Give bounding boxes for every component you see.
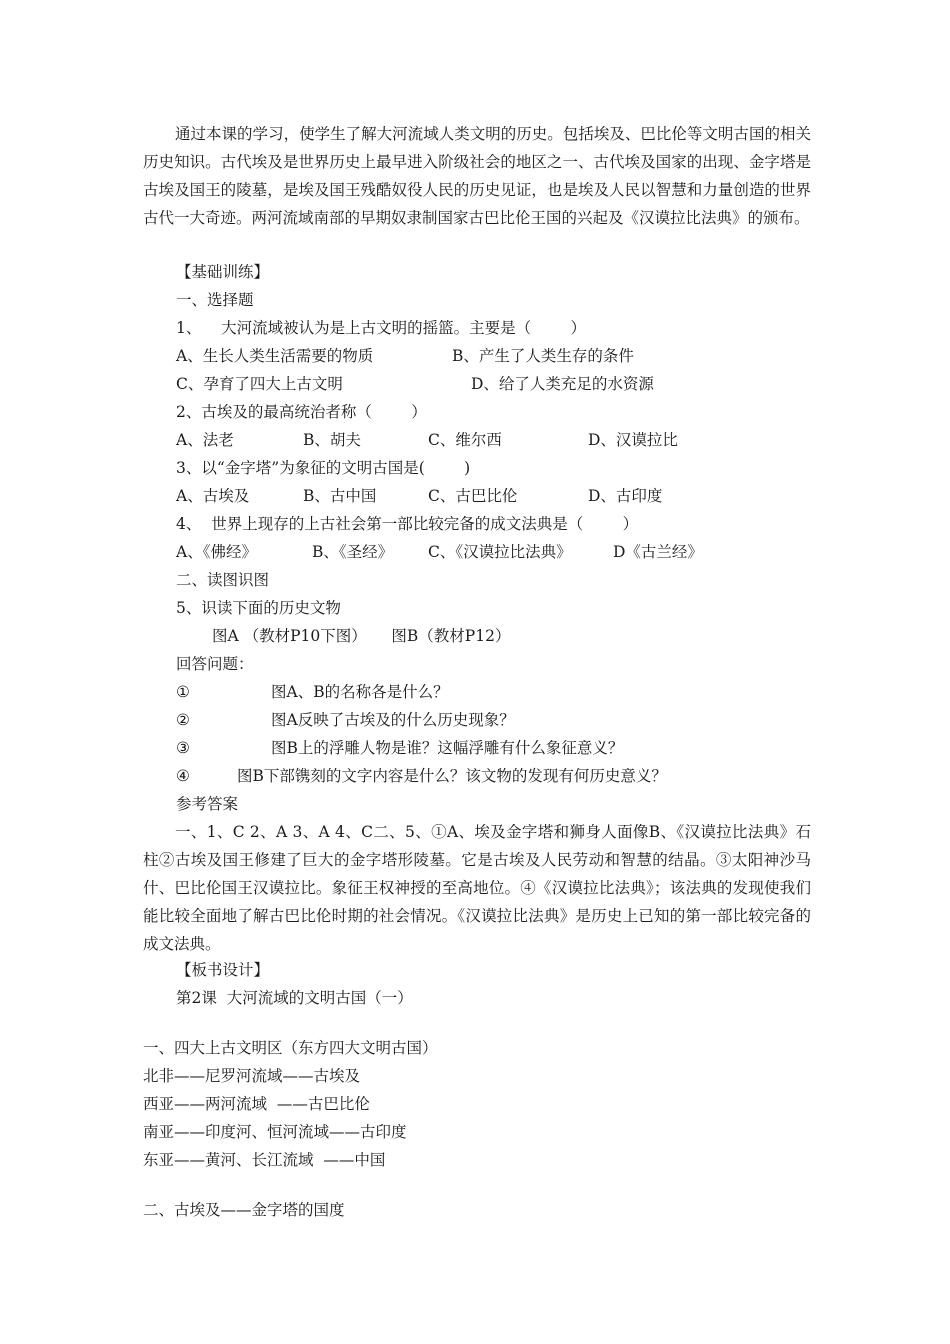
question-4-option-c: C、《汉谟拉比法典》 bbox=[428, 543, 572, 561]
subquestion-1-mark: ① bbox=[176, 683, 190, 701]
question-4-option-b: B、《圣经》 bbox=[312, 543, 394, 561]
question-3-option-d: D、古印度 bbox=[588, 487, 663, 505]
question-4-option-a: A、《佛经》 bbox=[176, 543, 257, 561]
question-5-stem: 5、识读下面的历史文物 bbox=[176, 599, 341, 617]
subquestion-2-mark: ② bbox=[176, 711, 190, 729]
subquestion-4-mark: ④ bbox=[176, 767, 190, 785]
basic-training-heading: 【基础训练】 bbox=[176, 263, 270, 281]
subquestion-4-text: 图B下部镌刻的文字内容是什么？该文物的发现有何历史意义？ bbox=[237, 767, 667, 785]
board-line-north-africa: 北非——尼罗河流域——古埃及 bbox=[143, 1067, 361, 1085]
intro-paragraph: 通过本课的学习，使学生了解大河流域人类文明的历史。包括埃及、巴比伦等文明古国的相关历史知识。古代埃及是世界历史上最早进入阶级社会的地区之一、古代埃及国家的出现、金字塔是古埃及国王的陵墓，是埃及国王残酷奴役人民的历史见证，也是埃及人民以智慧和力量创造的世界古代一大奇迹。两河流域南部的早期奴隶制国家古巴比伦王国的兴起及《汉谟拉比法典》的颁布。 bbox=[143, 125, 811, 227]
question-3-stem: 3、以“金字塔”为象征的文明古国是( ) bbox=[176, 459, 471, 477]
question-1-option-d: D、给了人类充足的水资源 bbox=[471, 375, 654, 393]
choice-section-heading: 一、选择题 bbox=[176, 291, 254, 309]
question-5-figures: 图A （教材P10下图） 图B（教材P12） bbox=[212, 627, 511, 645]
question-1-stem: 1、 大河流域被认为是上古文明的摇篮。主要是（ ） bbox=[176, 319, 586, 337]
board-part-2-title: 二、古埃及——金字塔的国度 bbox=[143, 1201, 345, 1219]
answers-paragraph: 一、1、C 2、A 3、A 4、C二、5、①A、埃及金字塔和狮身人面像B、《汉谟拉比法典》石柱②古埃及国王修建了巨大的金字塔形陵墓。它是古埃及人民劳动和智慧的结晶。③太阳神沙马什、巴比伦国王汉谟拉比。象征王权神授的至高地位。④《汉谟拉比法典》；该法典的发现使我们能比较全面地了解古巴比伦时期的社会情况。《汉谟拉比法典》是历史上已知的第一部比较完备的成文法典。 bbox=[143, 823, 811, 953]
question-2-stem: 2、古埃及的最高统治者称（ ） bbox=[176, 403, 427, 421]
board-line-south-asia: 南亚——印度河、恒河流域——古印度 bbox=[143, 1123, 407, 1141]
subquestion-3-text: 图B上的浮雕人物是谁？这幅浮雕有什么象征意义？ bbox=[271, 739, 624, 757]
subquestion-1-text: 图A、B的名称各是什么？ bbox=[271, 683, 449, 701]
reading-section-heading: 二、读图识图 bbox=[176, 571, 270, 589]
question-3-option-c: C、古巴比伦 bbox=[428, 487, 518, 505]
question-3-option-a: A、古埃及 bbox=[176, 487, 250, 505]
lesson-title: 第2课 大河流域的文明古国（一） bbox=[176, 989, 413, 1007]
answer-prompt: 回答问题： bbox=[176, 655, 254, 673]
question-4-stem: 4、 世界上现存的上古社会第一部比较完备的成文法典是（ ） bbox=[176, 515, 639, 533]
board-design-heading: 【板书设计】 bbox=[176, 961, 270, 979]
question-1-option-c: C、孕育了四大上古文明 bbox=[176, 375, 343, 393]
subquestion-2-text: 图A反映了古埃及的什么历史现象？ bbox=[271, 711, 515, 729]
reference-answers-heading: 参考答案 bbox=[176, 795, 239, 813]
subquestion-3-mark: ③ bbox=[176, 739, 190, 757]
question-1-option-b: B、产生了人类生存的条件 bbox=[452, 347, 634, 365]
question-2-option-b: B、胡夫 bbox=[303, 431, 361, 449]
board-line-east-asia: 东亚——黄河、长江流域 ——中国 bbox=[143, 1151, 386, 1169]
question-2-option-a: A、法老 bbox=[176, 431, 234, 449]
board-part-1-title: 一、四大上古文明区（东方四大文明古国） bbox=[143, 1039, 438, 1057]
question-2-option-d: D、汉谟拉比 bbox=[588, 431, 678, 449]
board-line-west-asia: 西亚——两河流域 ——古巴比伦 bbox=[143, 1095, 370, 1113]
question-3-option-b: B、古中国 bbox=[303, 487, 377, 505]
question-1-option-a: A、生长人类生活需要的物质 bbox=[176, 347, 374, 365]
question-2-option-c: C、维尔西 bbox=[428, 431, 502, 449]
question-4-option-d: D《古兰经》 bbox=[613, 543, 703, 561]
